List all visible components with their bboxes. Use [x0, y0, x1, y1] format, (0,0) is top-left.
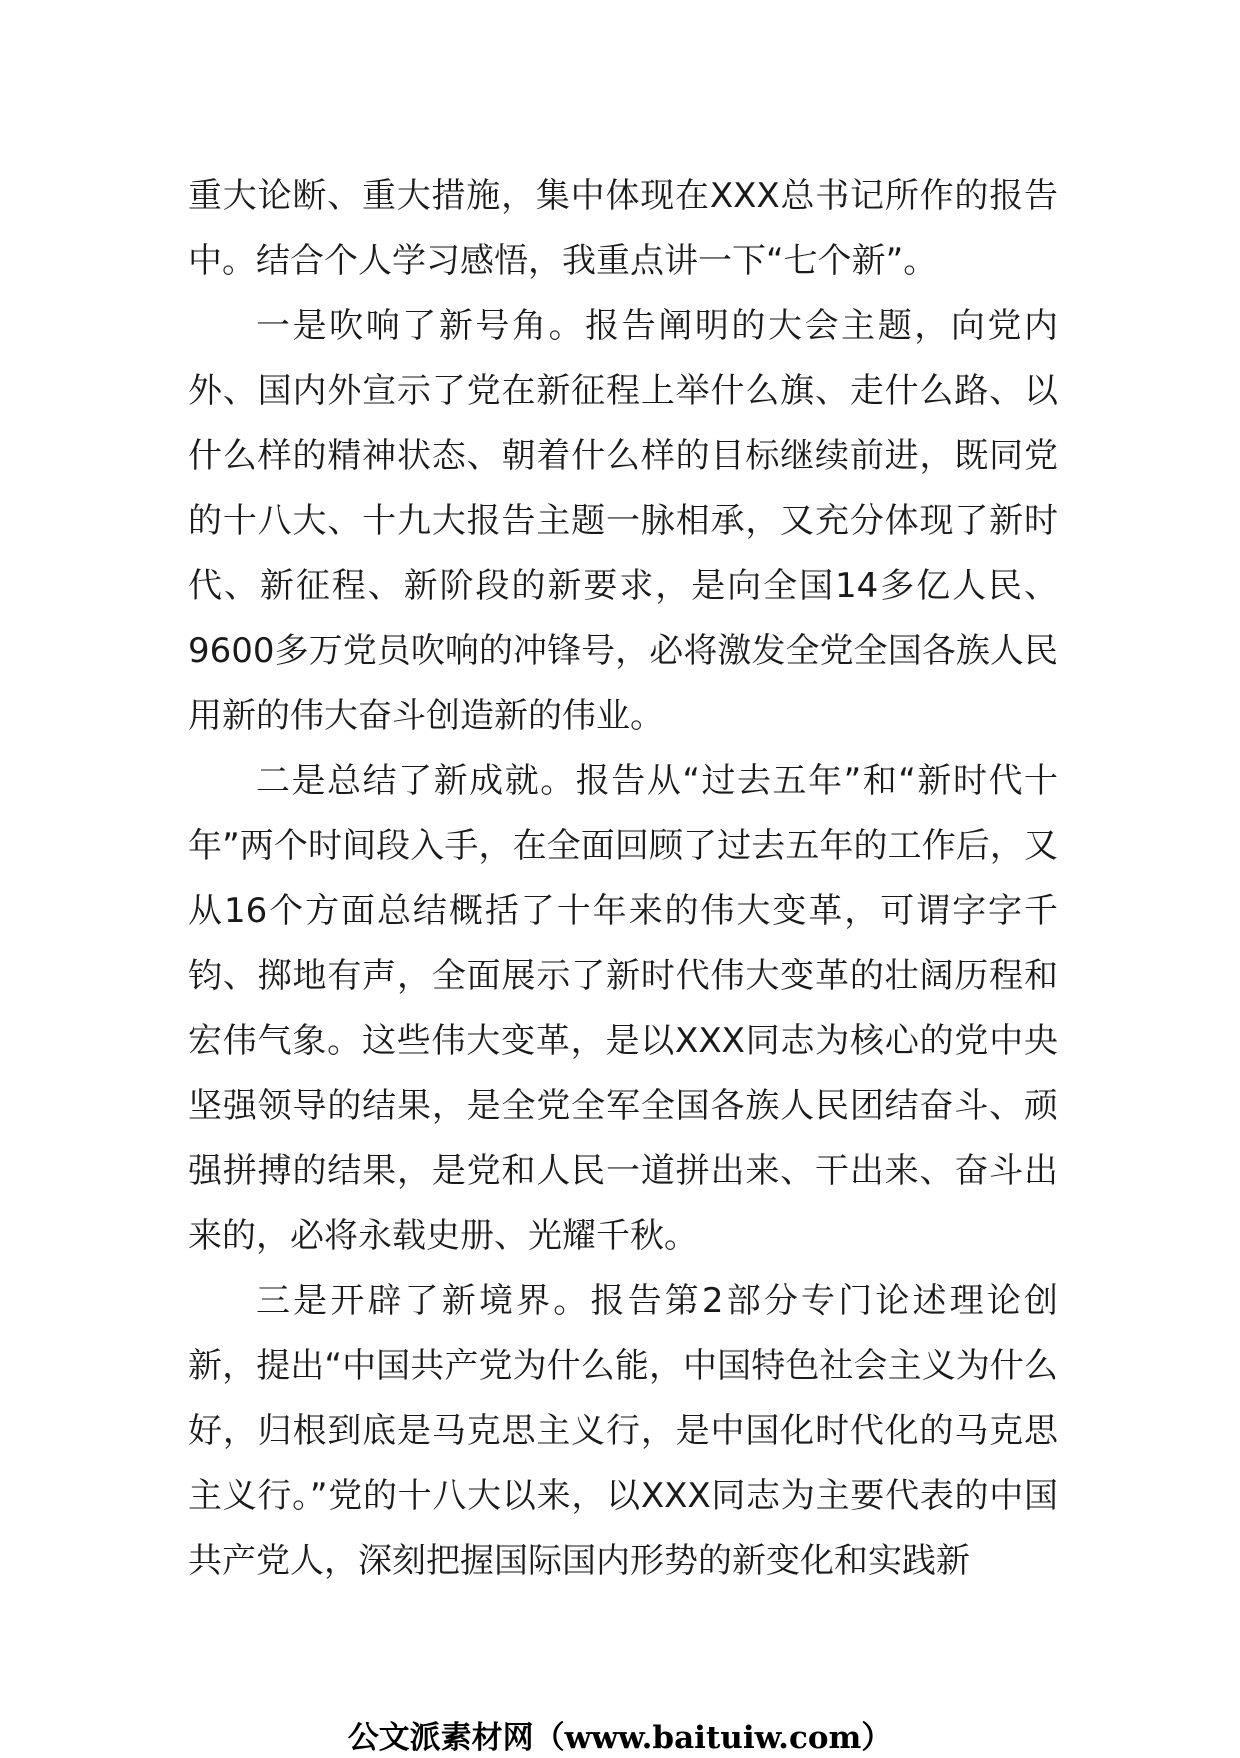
paragraph-4: 三是开辟了新境界。报告第2部分专门论述理论创新，提出“中国共产党为什么能，中国特色社会主义为什么好，归根到底是马克思主义行，是中国化时代化的马克思主义行。”党的十八大以来，以XXX同志为主要代表的中国共产党人，深刻把握国际国内形势的新变化和实践新: [188, 1281, 1058, 1581]
footer-watermark: 公文派素材网（www.baituiw.com）: [347, 1720, 893, 1756]
paragraph-3: 二是总结了新成就。报告从“过去五年”和“新时代十年”两个时间段入手，在全面回顾了过去五年的工作后，又从16个方面总结概括了十年来的伟大变革，可谓字字千钧、掷地有声，全面展示了新时代伟大变革的壮阔历程和宏伟气象。这些伟大变革，是以XXX同志为核心的党中央坚强领导的结果，是全党全军全国各族人民团结奋斗、顽强拼搏的结果，是党和人民一道拼出来、干出来、奋斗出来的，必将永载史册、光耀千秋。: [188, 761, 1058, 1256]
document-body: [188, 164, 1058, 1594]
paragraph-2: 一是吹响了新号角。报告阐明的大会主题，向党内外、国内外宣示了党在新征程上举什么旗、走什么路、以什么样的精神状态、朝着什么样的目标继续前进，既同党的十八大、十九大报告主题一脉相承，又充分体现了新时代、新征程、新阶段的新要求，是向全国14多亿人民、9600多万党员吹响的冲锋号，必将激发全党全国各族人民用新的伟大奋斗创造新的伟业。: [188, 306, 1058, 736]
paragraph-1: 重大论断、重大措施，集中体现在XXX总书记所作的报告中。结合个人学习感悟，我重点讲一下“七个新”。: [188, 176, 1058, 281]
